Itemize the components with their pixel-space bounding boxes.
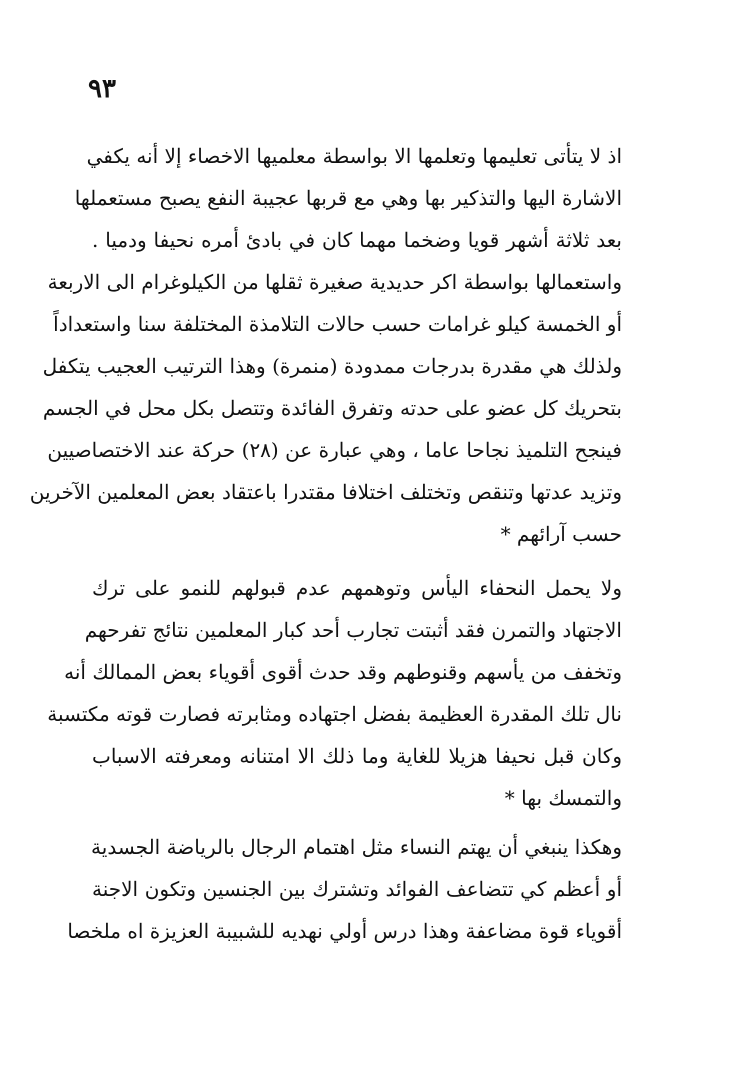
page-number: ٩٣ xyxy=(88,74,116,104)
paragraph-1 xyxy=(29,135,622,555)
text-line: بتحريك كل عضو على حدته وتفرق الفائدة وتتصل بكل محل في الجسم xyxy=(42,396,622,420)
text-line: نال تلك المقدرة العظيمة بفضل اجتهاده ومثابرته فصارت قوته مكتسبة xyxy=(47,702,622,726)
text-line: وكان قبل نحيفا هزيلا للغاية وما ذلك الا امتنانه ومعرفته الاسباب xyxy=(92,744,622,768)
text-line: الاجتهاد والتمرن فقد أثبتت تجارب أحد كبار المعلمين نتائج تفرحهم xyxy=(84,618,622,642)
paragraph-3 xyxy=(67,826,622,952)
text-line: اذ لا يتأتى تعليمها وتعلمها الا بواسطة معلميها الاخصاء إلا أنه يكفي xyxy=(86,144,622,168)
text-line: فينجح التلميذ نجاحا عاما ، وهي عبارة عن (٢٨) حركة عند الاختصاصيين xyxy=(47,438,622,462)
text-line: واستعمالها بواسطة اكر حديدية صغيرة ثقلها من الكيلوغرام الى الاربعة xyxy=(47,270,622,294)
text-line: بعد ثلاثة أشهر قويا وضخما مهما كان في بادئ أمره نحيفا ودميا . xyxy=(92,228,622,252)
text-line: حسب آرائهم * xyxy=(500,522,622,546)
text-line: الاشارة اليها والتذكير بها وهي مع قربها عجيبة النفع يصبح مستعملها xyxy=(74,186,622,210)
text-line: وهكذا ينبغي أن يهتم النساء مثل اهتمام الرجال بالرياضة الجسدية xyxy=(91,835,622,859)
text-line: وتخفف من يأسهم وقنوطهم وقد حدث أقوى أقوياء بعض الممالك أنه xyxy=(64,660,622,684)
text-line: ولذلك هي مقدرة بدرجات ممدودة (منمرة) وهذا الترتيب العجيب يتكفل xyxy=(42,354,622,378)
text-line: أو الخمسة كيلو غرامات حسب حالات التلامذة المختلفة سنا واستعداداً xyxy=(53,312,622,336)
text-line: وتزيد عدتها وتنقص وتختلف اختلافا مقتدرا باعتقاد بعض المعلمين الآخرين xyxy=(29,480,622,504)
text-line: ولا يحمل النحفاء اليأس وتوهمهم عدم قبولهم للنمو على ترك xyxy=(92,576,622,600)
paragraph-2 xyxy=(47,567,622,819)
text-line: أو أعظم كي تتضاعف الفوائد وتشترك بين الجنسين وتكون الاجنة xyxy=(92,877,622,901)
text-line: والتمسك بها * xyxy=(504,786,622,810)
text-line: أقوياء قوة مضاعفة وهذا درس أولي نهديه للشبيبة العزيزة اه ملخصا xyxy=(67,919,622,943)
